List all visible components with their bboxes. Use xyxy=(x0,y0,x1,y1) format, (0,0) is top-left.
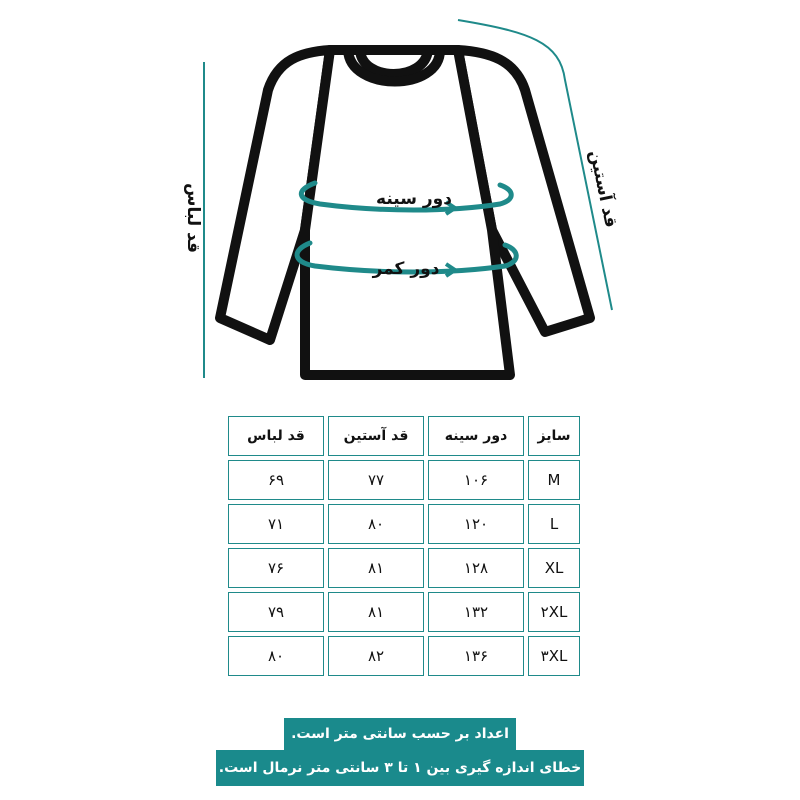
chest-label: دور سینه xyxy=(376,189,452,209)
cell-sleeve: ۸۰ xyxy=(328,504,424,544)
size-table xyxy=(234,416,580,680)
cell-sleeve: ۷۷ xyxy=(328,460,424,500)
cell-chest: ۱۲۰ xyxy=(428,504,524,544)
units-note: اعداد بر حسب سانتی متر است. xyxy=(284,718,516,750)
cell-length: ۷۱ xyxy=(228,504,324,544)
cell-chest: ۱۰۶ xyxy=(428,460,524,500)
cell-length: ۸۰ xyxy=(228,636,324,676)
cell-length: ۶۹ xyxy=(228,460,324,500)
cell-size: M xyxy=(528,460,580,500)
cell-sleeve: ۸۱ xyxy=(328,592,424,632)
cell-size: ۳XL xyxy=(528,636,580,676)
waist-label: دور کمر xyxy=(372,259,440,279)
cell-sleeve: ۸۲ xyxy=(328,636,424,676)
length-label: قد لباس xyxy=(183,182,203,254)
cell-length: ۷۹ xyxy=(228,592,324,632)
header-chest: دور سینه xyxy=(428,416,524,456)
header-size: سایز xyxy=(528,416,580,456)
neckline xyxy=(360,50,428,74)
cell-sleeve: ۸۱ xyxy=(328,548,424,588)
cell-size: L xyxy=(528,504,580,544)
cell-size: ۲XL xyxy=(528,592,580,632)
sleeve-label: قد آستین xyxy=(584,148,621,230)
tolerance-note: خطای اندازه گیری بین ۱ تا ۳ سانتی متر نرمال است. xyxy=(216,750,584,786)
header-sleeve: قد آستین xyxy=(328,416,424,456)
cell-size: XL xyxy=(528,548,580,588)
sweater-outline xyxy=(220,50,590,375)
cell-length: ۷۶ xyxy=(228,548,324,588)
cell-chest: ۱۳۶ xyxy=(428,636,524,676)
cell-chest: ۱۳۲ xyxy=(428,592,524,632)
cell-chest: ۱۲۸ xyxy=(428,548,524,588)
header-length: قد لباس xyxy=(228,416,324,456)
